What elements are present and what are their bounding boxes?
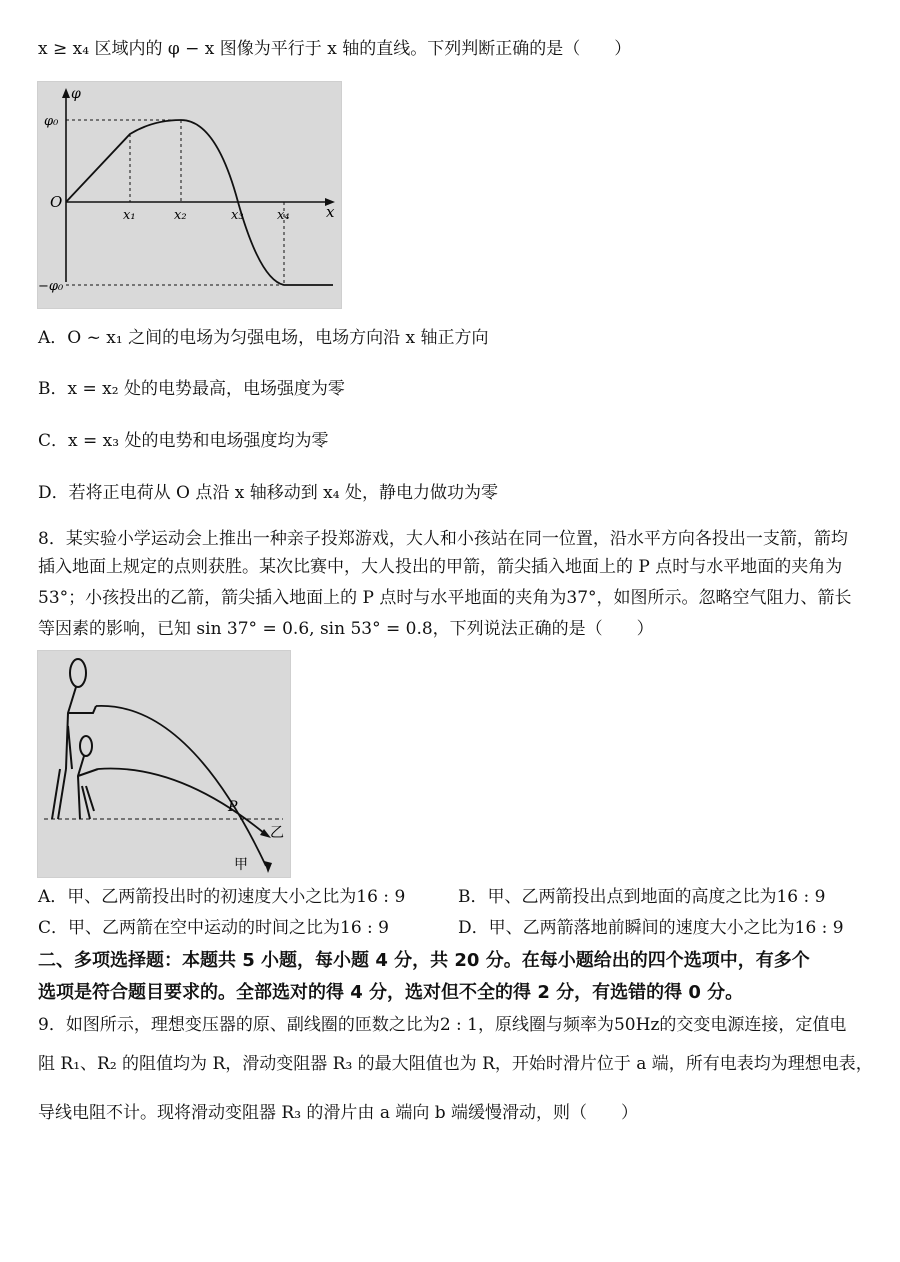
q7-phi-x-figure (37, 81, 342, 309)
q8-stem-line-1: 8．某实验小学运动会上推出一种亲子投郑游戏，大人和小孩站在同一位置，沿水平方向各投出一支箭，箭均 (38, 529, 848, 549)
q8-stem-line-4: 等因素的影响，已知 sin 37° = 0.6, sin 53° = 0.8，下列说法正确的是（ ） (38, 619, 654, 639)
q8-stem-line-2: 插入地面上规定的点则获胜。某次比赛中，大人投出的甲箭，箭尖插入地面上的 P 点时与水平地面的夹角为 (38, 557, 843, 577)
phi0-label: φ₀ (44, 114, 59, 129)
q9-stem-line-2: 阻 R₁、R₂ 的阻值均为 R，滑动变阻器 R₃ 的最大阻值也为 R，开始时滑片位于 a 端，所有电表均为理想电表， (38, 1054, 873, 1074)
q8-option-c: C．甲、乙两箭在空中运动的时间之比为16 : 9 (38, 918, 389, 938)
q8-option-a: A．甲、乙两箭投出时的初速度大小之比为16 : 9 (38, 887, 406, 907)
x-axis-label: x (326, 203, 335, 221)
q8-stem-line-3: 53°；小孩投出的乙箭，箭尖插入地面上的 P 点时与水平地面的夹角为37°，如图所示。忽略空气阻力、箭长 (38, 588, 852, 608)
q7-stem-tail: x ≥ x₄ 区域内的 φ − x 图像为平行于 x 轴的直线。下列判断正确的是（ ） (38, 39, 632, 59)
q9-stem-line-3: 导线电阻不计。现将滑动变阻器 R₃ 的滑片由 a 端向 b 端缓慢滑动，则（ ） (38, 1103, 639, 1123)
x2-label: x₂ (174, 208, 187, 223)
jia-label: 甲 (234, 857, 248, 873)
phi-axis-label: φ (71, 86, 81, 102)
q7-option-a: A．O ~ x₁ 之间的电场为匀强电场，电场方向沿 x 轴正方向 (38, 328, 489, 348)
x1-label: x₁ (123, 208, 136, 223)
neg-phi0-label: −φ₀ (38, 279, 64, 294)
yi-label: 乙 (270, 825, 284, 841)
q7-option-b: B．x = x₂ 处的电势最高，电场强度为零 (38, 379, 345, 399)
origin-label: O (50, 193, 63, 211)
q8-option-b: B．甲、乙两箭投出点到地面的高度之比为16 : 9 (458, 887, 826, 907)
q7-option-c: C．x = x₃ 处的电势和电场强度均为零 (38, 431, 329, 451)
section2-heading-line-1: 二、多项选择题：本题共 5 小题，每小题 4 分，共 20 分。在每小题给出的四个选项中，有多个 (38, 950, 810, 971)
q9-stem-line-1: 9．如图所示，理想变压器的原、副线圈的匝数之比为2 : 1，原线圈与频率为50Hz的交变电源连接，定值电 (38, 1015, 847, 1035)
point-p-label: P (228, 799, 238, 815)
q7-option-d: D．若将正电荷从 O 点沿 x 轴移动到 x₄ 处，静电力做功为零 (38, 483, 498, 503)
phi-x-graph (38, 82, 341, 308)
section2-heading-line-2: 选项是符合题目要求的。全部选对的得 4 分，选对但不全的得 2 分，有选错的得 0 分。 (38, 982, 744, 1003)
x3-label: x₃ (231, 208, 244, 223)
x4-label: x₄ (277, 208, 290, 223)
q8-arrow-figure (37, 650, 291, 878)
q8-option-d: D．甲、乙两箭落地前瞬间的速度大小之比为16 : 9 (458, 918, 844, 938)
arrow-trajectory-graph (38, 651, 290, 877)
